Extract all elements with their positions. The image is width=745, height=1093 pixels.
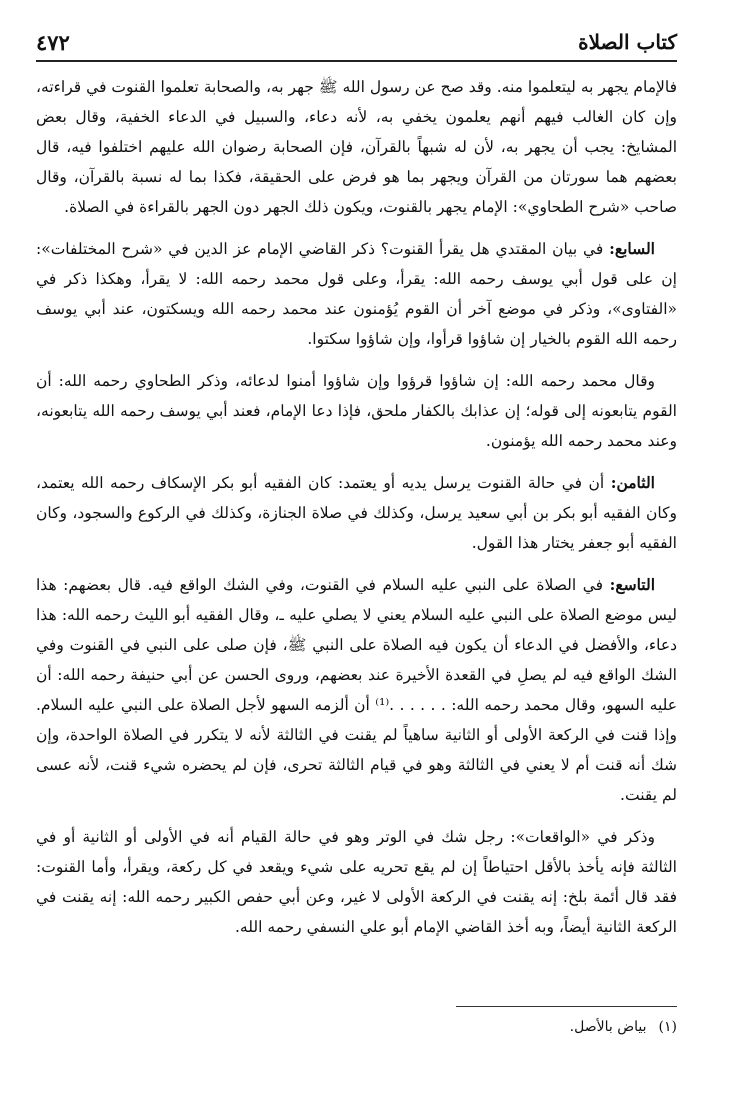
page-header — [36, 26, 677, 58]
footnote-number: (١) — [658, 1019, 677, 1035]
paragraph-text: وقال محمد رحمه الله: إن شاؤوا قرؤوا وإن شاؤوا أمنوا لدعائه، وذكر الطحاوي رحمه الله: أن القوم يتابعونه إلى قوله؛ إن عذابك بالكفار ملحق، فإذا دعا الإمام، فعند أبي يوسف رحمه الله يتابعونه، وعند محمد رحمه الله يؤمنون. — [36, 372, 677, 450]
section-lead: التاسع: — [609, 575, 655, 594]
section-lead: الثامن: — [610, 473, 655, 492]
chapter-title: كتاب الصلاة — [578, 30, 677, 54]
header-rule — [36, 60, 677, 62]
paragraph-text: أن في حالة القنوت يرسل يديه أو يعتمد: كان الفقيه أبو بكر الإسكاف رحمه الله يعتمد، وكان الفقيه أبو بكر بن أبي سعيد يرسل، وكذلك في صلاة الجنازة، وكذلك في الركوع والسجود، وكان الفقيه أبو جعفر يختار هذا القول. — [36, 474, 677, 552]
paragraph — [36, 822, 677, 942]
paragraph-text: فالإمام يجهر به ليتعلموا منه. وقد صح عن رسول الله ﷺ جهر به، والصحابة تعلموا القنوت في قراءته، وإن كان الغالب فيهم أنهم يعلمون يخفي به، لأنه دعاء، والسبيل في الدعاء الخفية، وقال بعض المشايخ: يجب أن يجهر به، لأن له شبهاً بالقرآن، فإن الصحابة رضوان الله عليهم اختلفوا فيه، قال بعضهم هما سورتان من القرآن ويجهر بما هو فرض على الحقيقة، فكذا بما له نسبة بالقرآن، وقال صاحب «شرح الطحاوي»: الإمام يجهر بالقنوت، ويكون ذلك الجهر دون الجهر بالقراءة في الصلاة. — [36, 78, 677, 216]
paragraph-text: في الصلاة على النبي عليه السلام في القنوت، وفي الشك الواقع فيه. قال بعضهم: هذا ليس موضع الصلاة على النبي عليه السلام يعني لا يصلي عليه ـ، وقال الفقيه أبو الليث رحمه الله: هذا دعاء، والأفضل في الدعاء أن يكون فيه الصلاة على النبي ﷺ، فإن صلى على النبي في القنوت وفي الشك الواقع فيه لم يصلِ في القعدة الأخيرة عند بعضهم، وروى الحسن عن أبي حنيفة رحمه الله: أن عليه السهو، وقال محمد رحمه الله: . . . . . .⁽¹⁾ أن ألزمه السهو لأجل الصلاة على النبي عليه السلام. وإذا قنت في الركعة الأولى أو الثانية ساهياً لم يقنت في الثالثة لأنه لا يتكرر في الصلاة الواحدة، وإن شك أنه قنت أم لا يعني في الثالثة وهو في قيام الثالثة تحرى، فإن لم يحضره شيء قنت، لأنه عسى لم يقنت. — [36, 576, 678, 804]
paragraph — [36, 570, 677, 810]
footnote — [36, 1015, 677, 1039]
page-number: ٤٧٢ — [36, 29, 70, 55]
footnote-text: بياض بالأصل. — [569, 1019, 647, 1035]
paragraph — [36, 468, 677, 558]
paragraph-text: في بيان المقتدي هل يقرأ القنوت؟ ذكر القاضي الإمام عز الدين في «شرح المختلفات»: إن على قول أبي يوسف رحمه الله: يقرأ، وعلى قول محمد رحمه الله: لا يقرأ، وهكذا ذكر في «الفتاوى»، وذكر في موضع آخر أن القوم يُؤمنون عند محمد رحمه الله ويسكتون، عند أبي يوسف رحمه الله القوم بالخيار إن شاؤوا قرأوا، وإن شاؤوا سكتوا. — [36, 240, 677, 348]
section-lead: السابع: — [609, 239, 655, 258]
footnote-rule — [456, 1006, 677, 1007]
paragraph-text: وذكر في «الواقعات»: رجل شك في الوتر وهو في حالة القيام أنه في الأولى أو الثانية أو في الثالثة فإنه يأخذ بالأقل احتياطاً إن لم يقع تحريه على شيء ويقعد في كل ركعة، ويقرأ، وأما القنوت: فقد قال أئمة بلخ: إنه يقنت في الركعة الأولى لا غير، وعن أبي حفص الكبير رحمه الله: إنه يقنت في الركعة الثانية أيضاً، وبه أخذ القاضي الإمام أبو علي النسفي رحمه الله. — [36, 828, 677, 936]
paragraph — [36, 72, 677, 222]
paragraph — [36, 366, 677, 456]
paragraph — [36, 234, 677, 354]
main-text — [36, 72, 677, 954]
